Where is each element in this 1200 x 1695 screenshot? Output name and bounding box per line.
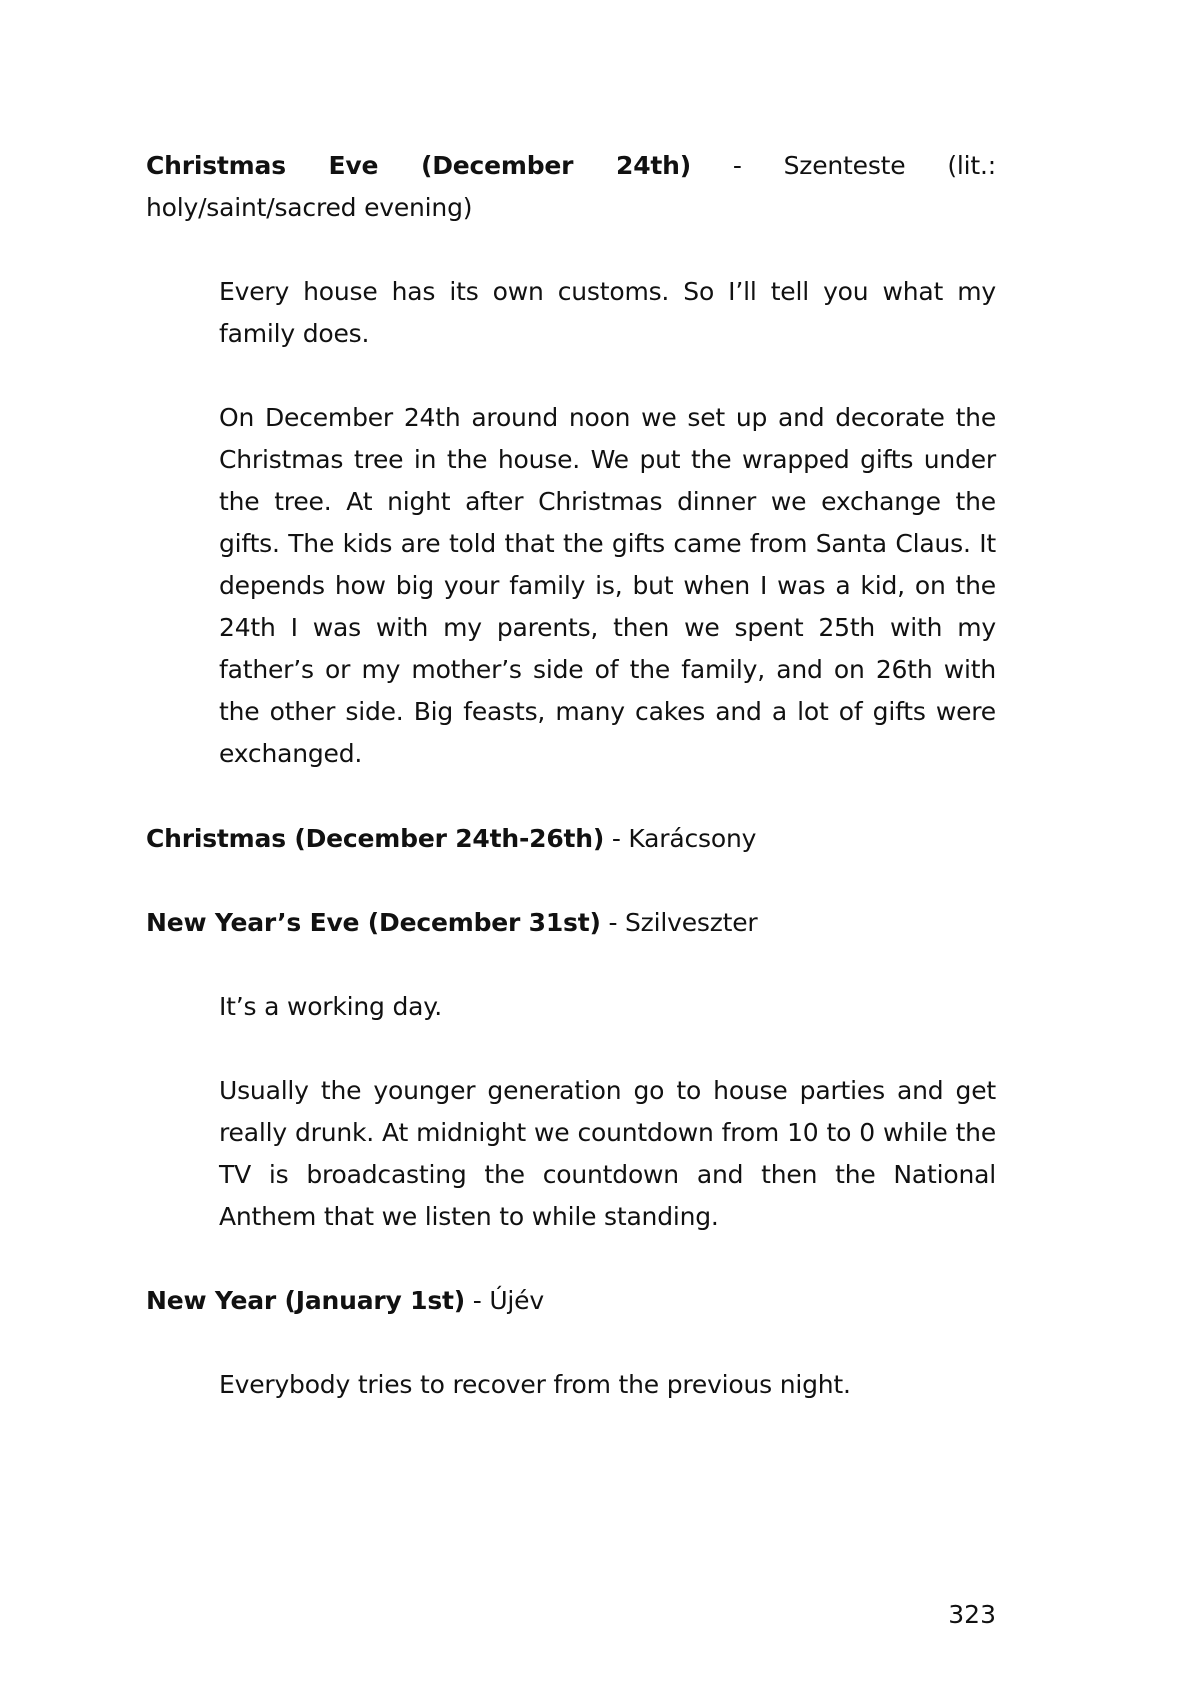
heading-translation: - Szenteste (lit.: holy/saint/sacred evening): [146, 151, 996, 222]
heading-translation: - Karácsony: [604, 824, 757, 853]
heading-title: Christmas (December 24th-26th): [146, 824, 605, 853]
heading-title: New Year (January 1st): [146, 1286, 465, 1315]
paragraph-christmas-eve-details: On December 24th around noon we set up and decorate the Christmas tree in the house. We put the wrapped gifts under the tree. At night after Christmas dinner we exchange the gifts. The kids are told that the gifts came from Santa Claus. It depends how big your family is, but when I was a kid, on the 24th I was with my parents, then we spent 25th with my father’s or my mother’s side of the family, and on 26th with the other side. Big feasts, many cakes and a lot of gifts were exchanged.: [219, 403, 996, 768]
page-number: 323: [948, 1600, 996, 1629]
paragraph-new-year: Everybody tries to recover from the previous night.: [219, 1370, 851, 1399]
heading-new-years-eve: [146, 902, 996, 944]
paragraph-new-years-eve-details: Usually the younger generation go to house parties and get really drunk. At midnight we countdown from 10 to 0 while the TV is broadcasting the countdown and then the National Anthem that we listen to while standing.: [219, 1076, 996, 1231]
heading-translation: - Újév: [465, 1286, 544, 1315]
heading-christmas-eve: [146, 145, 996, 229]
heading-new-year: [146, 1280, 996, 1322]
paragraph-working-day: It’s a working day.: [219, 992, 443, 1021]
paragraph-customs: Every house has its own customs. So I’ll tell you what my family does.: [219, 277, 996, 348]
heading-translation: - Szilveszter: [600, 908, 758, 937]
heading-title: New Year’s Eve (December 31st): [146, 908, 601, 937]
heading-title: Christmas Eve (December 24th): [146, 151, 691, 180]
heading-christmas: [146, 818, 996, 860]
